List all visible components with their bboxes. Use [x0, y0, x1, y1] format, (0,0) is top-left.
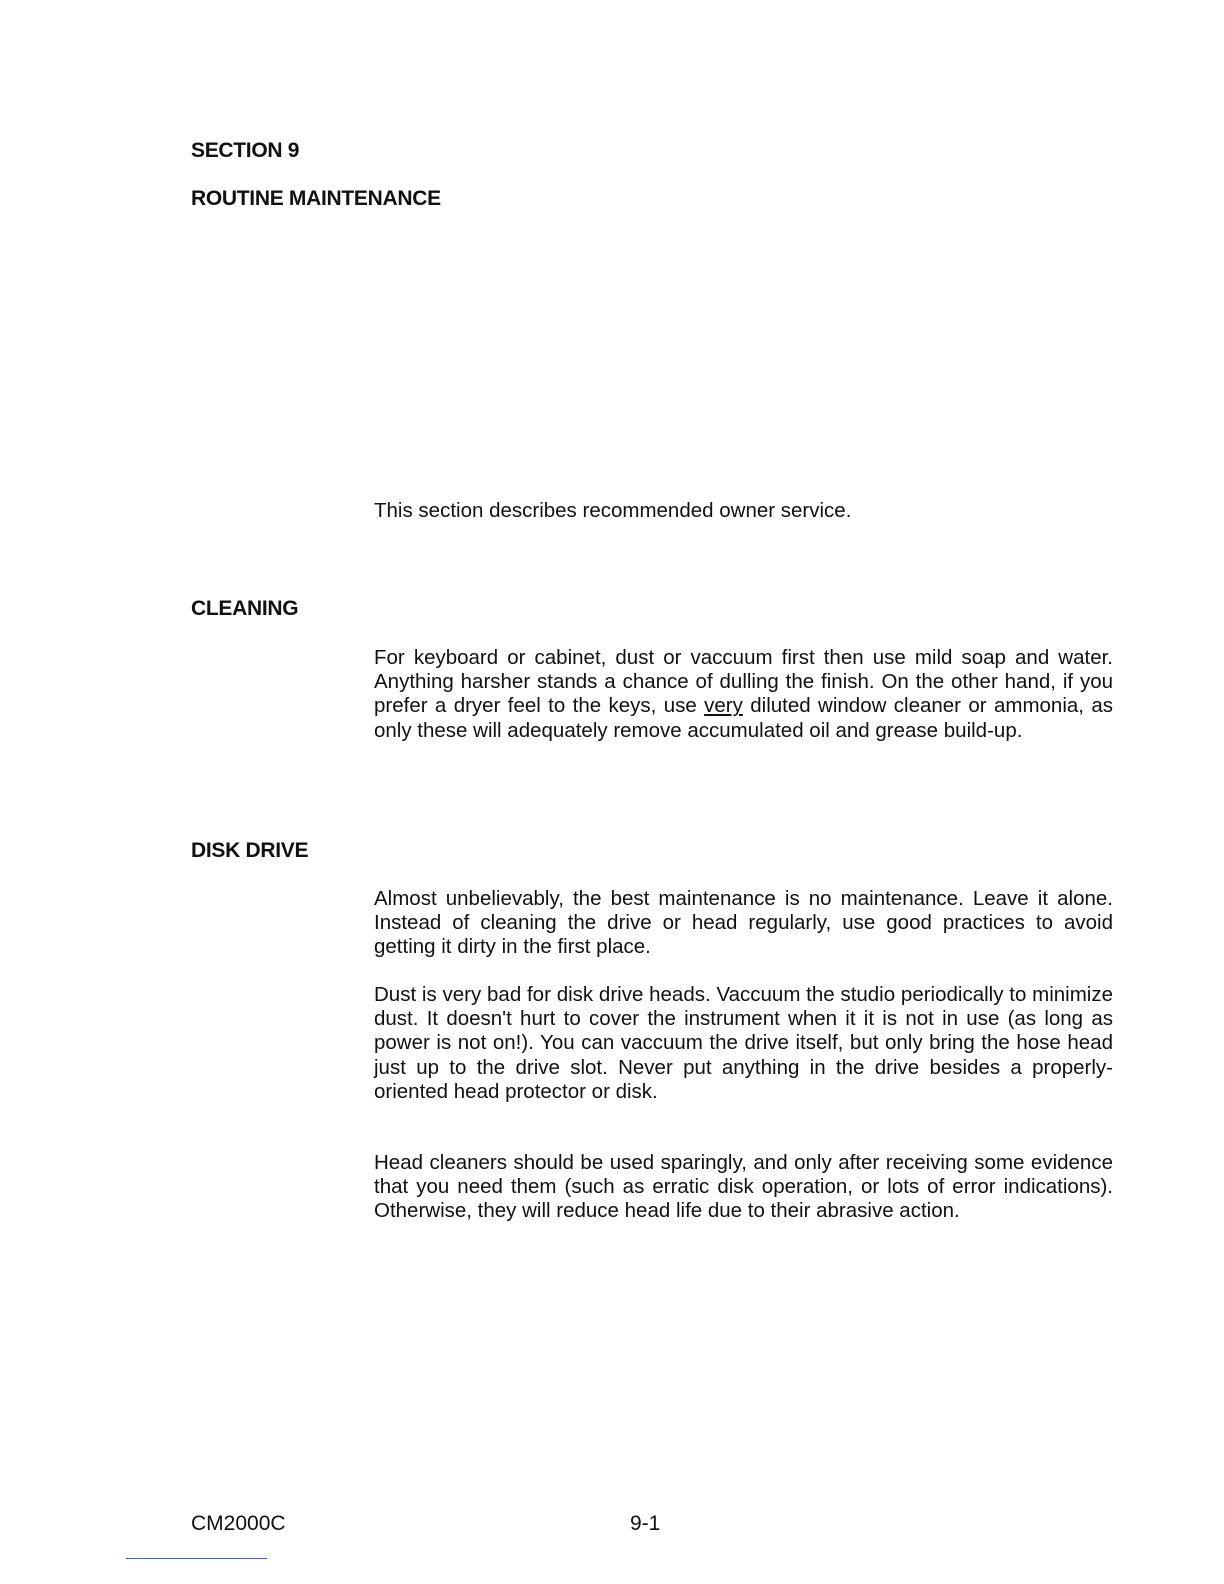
cleaning-emphasis: very: [704, 694, 743, 718]
footer-rule: [126, 1558, 267, 1559]
footer-doc-code: CM2000C: [191, 1512, 286, 1535]
footer-page-number: 9-1: [630, 1512, 661, 1535]
disk-drive-paragraph-1: Almost unbelievably, the best maintenance is no maintenance. Leave it alone. Instead of cleaning the drive or head regularly, use good practices to avoid getting it dirty in the first place.: [374, 887, 1113, 959]
disk-drive-paragraph-2: Dust is very bad for disk drive heads. Vaccuum the studio periodically to minimize dust. It doesn't hurt to cover the instrument when it it is not in use (as long as power is not on!). You can vaccuum the drive itself, but only bring the hose head just up to the drive slot. Never put anything in the drive besides a properly-oriented head protector or disk.: [374, 983, 1113, 1103]
section-number: SECTION 9: [191, 139, 300, 162]
cleaning-paragraph: [374, 646, 1113, 743]
intro-paragraph: This section describes recommended owner service.: [374, 499, 852, 522]
disk-drive-heading: DISK DRIVE: [191, 839, 309, 862]
section-title: ROUTINE MAINTENANCE: [191, 187, 441, 210]
disk-drive-paragraph-3: Head cleaners should be used sparingly, and only after receiving some evidence that you need them (such as erratic disk operation, or lots of error indications). Otherwise, they will reduce head life due to their abrasive action.: [374, 1151, 1113, 1223]
cleaning-text-before: For keyboard or cabinet, dust or vaccuum first then use mild soap and water. Anything harsher stands a chance of dulling the finish. On the other hand, if you prefer a dryer feel to the keys, use: [374, 646, 1113, 718]
cleaning-heading: CLEANING: [191, 597, 299, 620]
cleaning-text-after: diluted window cleaner or ammonia, as only these will adequately remove accumulated oil and grease build-up.: [374, 694, 1113, 742]
